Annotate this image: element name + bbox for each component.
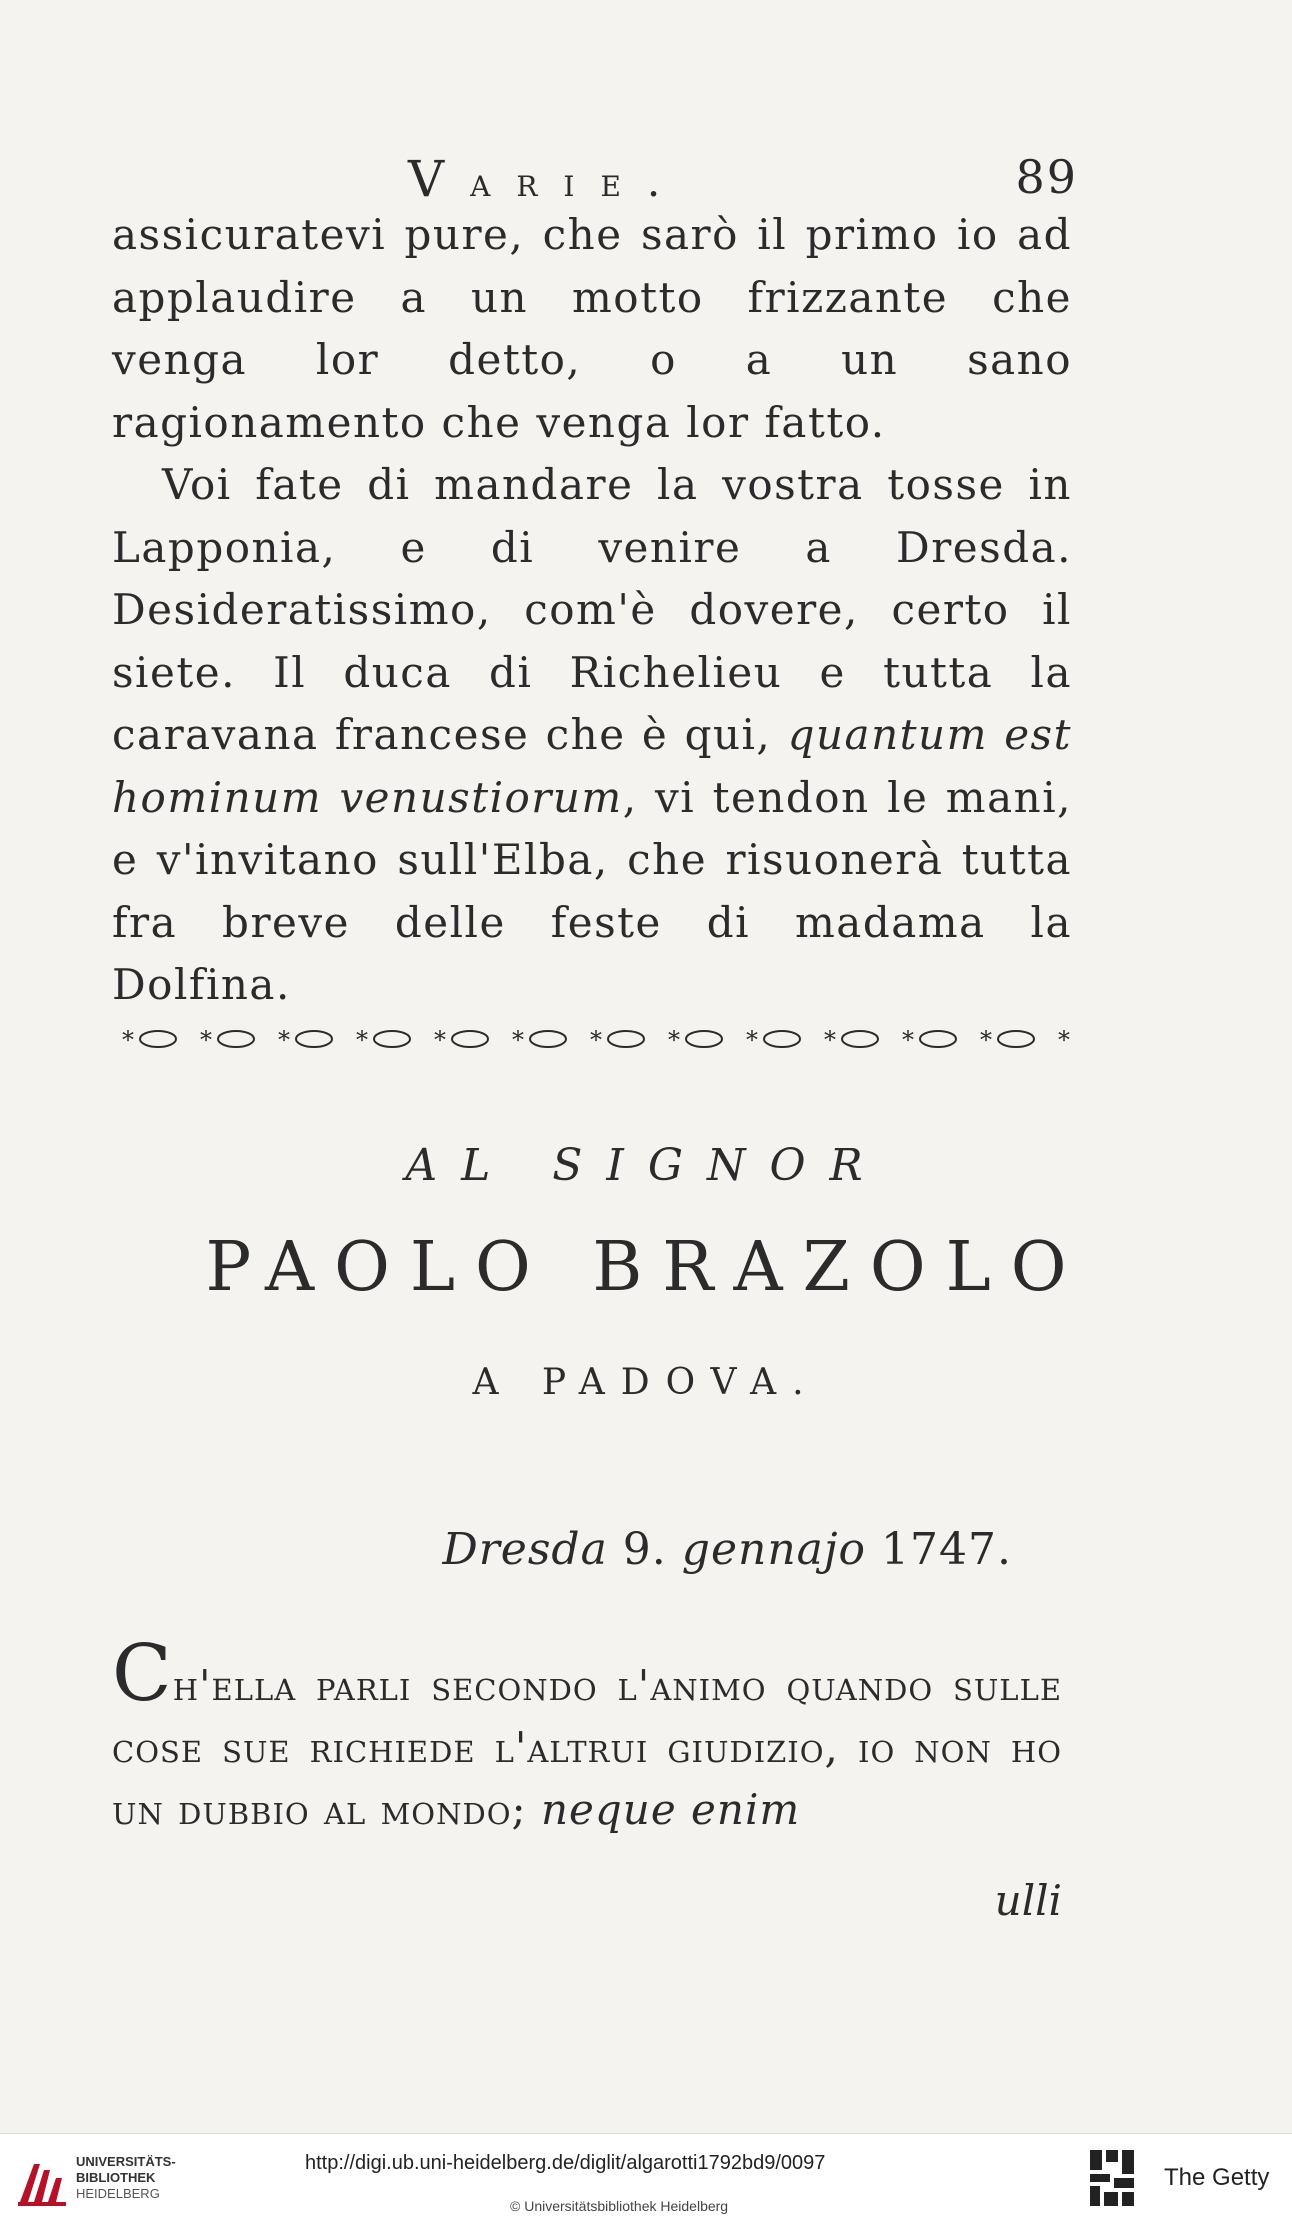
university-logo-icon (14, 2156, 72, 2208)
ornament-oval (686, 1031, 722, 1047)
ornament-star: * (746, 1026, 758, 1054)
ornament-divider (120, 1024, 1070, 1054)
getty-name: The Getty (1164, 2164, 1270, 2191)
letter-text: Ch'ella parli secondo l'animo quando sulle cose sue richiede l'altrui giudizio, io non ho un dubbio al mondo; neque enim (112, 1629, 1062, 1834)
ornament-star: * (902, 1026, 914, 1054)
ornament-star: * (824, 1026, 836, 1054)
ornament-oval (374, 1031, 410, 1047)
recipient-name: PAOLO BRAZOLO (205, 1228, 1087, 1307)
ornament-oval (530, 1031, 566, 1047)
paragraph-1: assicuratevi pure, che sarò il primo io ad applaudire a un motto frizzante che venga lor detto, o a un sano ragionamento che venga lor fatto. (112, 210, 1072, 447)
running-head (118, 150, 1078, 208)
permalink-url[interactable]: http://digi.ub.uni-heidelberg.de/diglit/algarotti1792bd9/0097 (305, 2152, 826, 2174)
page-number: 89 (1015, 150, 1078, 204)
ornament-star: * (122, 1026, 134, 1054)
ornament-oval (764, 1031, 800, 1047)
latin-phrase: quantum est hominum venustiorum (112, 710, 1072, 822)
ornament-oval (920, 1031, 956, 1047)
catchword: ulli (994, 1876, 1062, 1925)
ornament-oval (998, 1031, 1034, 1047)
ornament-star: * (590, 1026, 602, 1054)
ornament-oval (608, 1031, 644, 1047)
ornament-oval (140, 1031, 176, 1047)
dateline: Dresda 9. gennajo 1747. (442, 1524, 1012, 1575)
ornament-oval (218, 1031, 254, 1047)
running-head-title: VARIE. (408, 150, 687, 208)
ornament-oval (842, 1031, 878, 1047)
latin-phrase-2: neque enim (541, 1785, 801, 1834)
ornament-star: * (512, 1026, 524, 1054)
ornament-oval (296, 1031, 332, 1047)
ornament-oval (452, 1031, 488, 1047)
ornament-star: * (200, 1026, 212, 1054)
university-name: UNIVERSITÄTS- BIBLIOTHEK HEIDELBERG (76, 2154, 176, 2201)
paragraph-2: Voi fate di mandare la vostra tosse in Lapponia, e di venire a Dresda. Desideratissimo, com'è dovere, certo il siete. Il duca di Richelieu e tutta la caravana francese che è qui, quantum est hominum venustiorum, vi tendon le mani, e v'invitano sull'Elba, che risuonerà tutta fra breve delle feste di madama la Dolfina. (112, 460, 1072, 1009)
ornament-star: * (278, 1026, 290, 1054)
getty-logo-icon (1088, 2148, 1136, 2208)
ornament-star: * (1058, 1026, 1070, 1054)
body-text (112, 204, 1072, 1017)
copyright-notice: © Universitätsbibliothek Heidelberg (510, 2198, 729, 2214)
address-salutation: AL SIGNOR (405, 1140, 887, 1191)
ornament-star: * (434, 1026, 446, 1054)
recipient-place: A PADOVA. (472, 1362, 820, 1403)
ornament-star: * (980, 1026, 992, 1054)
ornament-star: * (356, 1026, 368, 1054)
drop-cap: C (112, 1629, 173, 1719)
ornament-star: * (668, 1026, 680, 1054)
footer-bar (0, 2133, 1292, 2226)
